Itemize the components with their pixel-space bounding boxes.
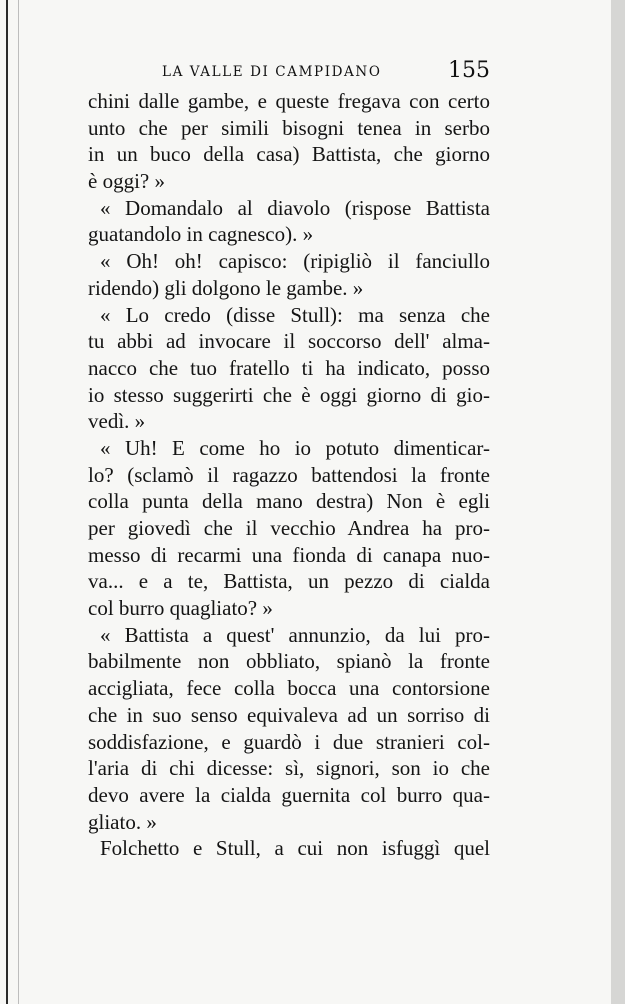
text-line: gliato. » [88,809,157,834]
text-line: Folchetto e Stull, a cui non isfuggì quel [100,836,490,861]
page-gutter-line [18,0,19,1004]
text-line: « Lo credo (disse Stull): ma senza che [100,302,490,327]
text-line: io stesso suggerirti che è oggi giorno di gio- [88,382,490,407]
text-line: che in suo senso equivaleva ad un sorriso di [88,702,490,727]
text-line: « Domandalo al diavolo (rispose Battista [100,195,490,220]
text-line: nacco che tuo fratello ti ha indicato, posso [88,355,490,380]
text-line: ridendo) gli dolgono le gambe. » [88,275,364,300]
text-line: guatandolo in cagnesco). » [88,222,314,247]
running-header [160,58,490,88]
text-line: devo avere la cialda guernita col burro qua- [88,782,490,807]
page-binding-edge [6,0,8,1004]
text-line: accigliata, fece colla bocca una contorsione [88,676,490,701]
text-line: lo? (sclamò il ragazzo battendosi la fronte [88,462,490,487]
text-line: chini dalle gambe, e queste fregava con certo [88,89,490,113]
page-number: 155 [448,58,490,83]
text-line: « Uh! E come ho io potuto dimenticar- [100,435,490,460]
text-line: vedì. » [88,409,146,434]
text-line: in un buco della casa) Battista, che giorno [88,142,490,167]
text-line: per giovedì che il vecchio Andrea ha pro- [88,516,490,540]
page-right-margin-edge [611,0,625,1004]
text-line: unto che per simili bisogni tenea in serbo [88,115,490,140]
running-title: LA VALLE DI CAMPIDANO [162,64,382,80]
text-line: « Battista a quest' annunzio, da lui pro- [100,622,490,647]
text-line: tu abbi ad invocare il soccorso dell' alma- [88,329,490,354]
text-line: l'aria di chi dicesse: sì, signori, son io che [88,756,490,781]
text-line: soddisfazione, e guardò i due stranieri col- [88,729,490,754]
text-line: « Oh! oh! capisco: (ripigliò il fanciullo [100,249,490,274]
text-line: babilmente non obbliato, spianò la fronte [88,649,490,674]
text-line: è oggi? » [88,169,165,194]
text-line: va... e a te, Battista, un pezzo di cialda [88,569,490,594]
text-line: messo di recarmi una fionda di canapa nuo- [88,542,490,567]
text-line: colla punta della mano destra) Non è egli [88,489,490,514]
body-text [88,88,490,862]
text-line: col burro quagliato? » [88,596,273,621]
